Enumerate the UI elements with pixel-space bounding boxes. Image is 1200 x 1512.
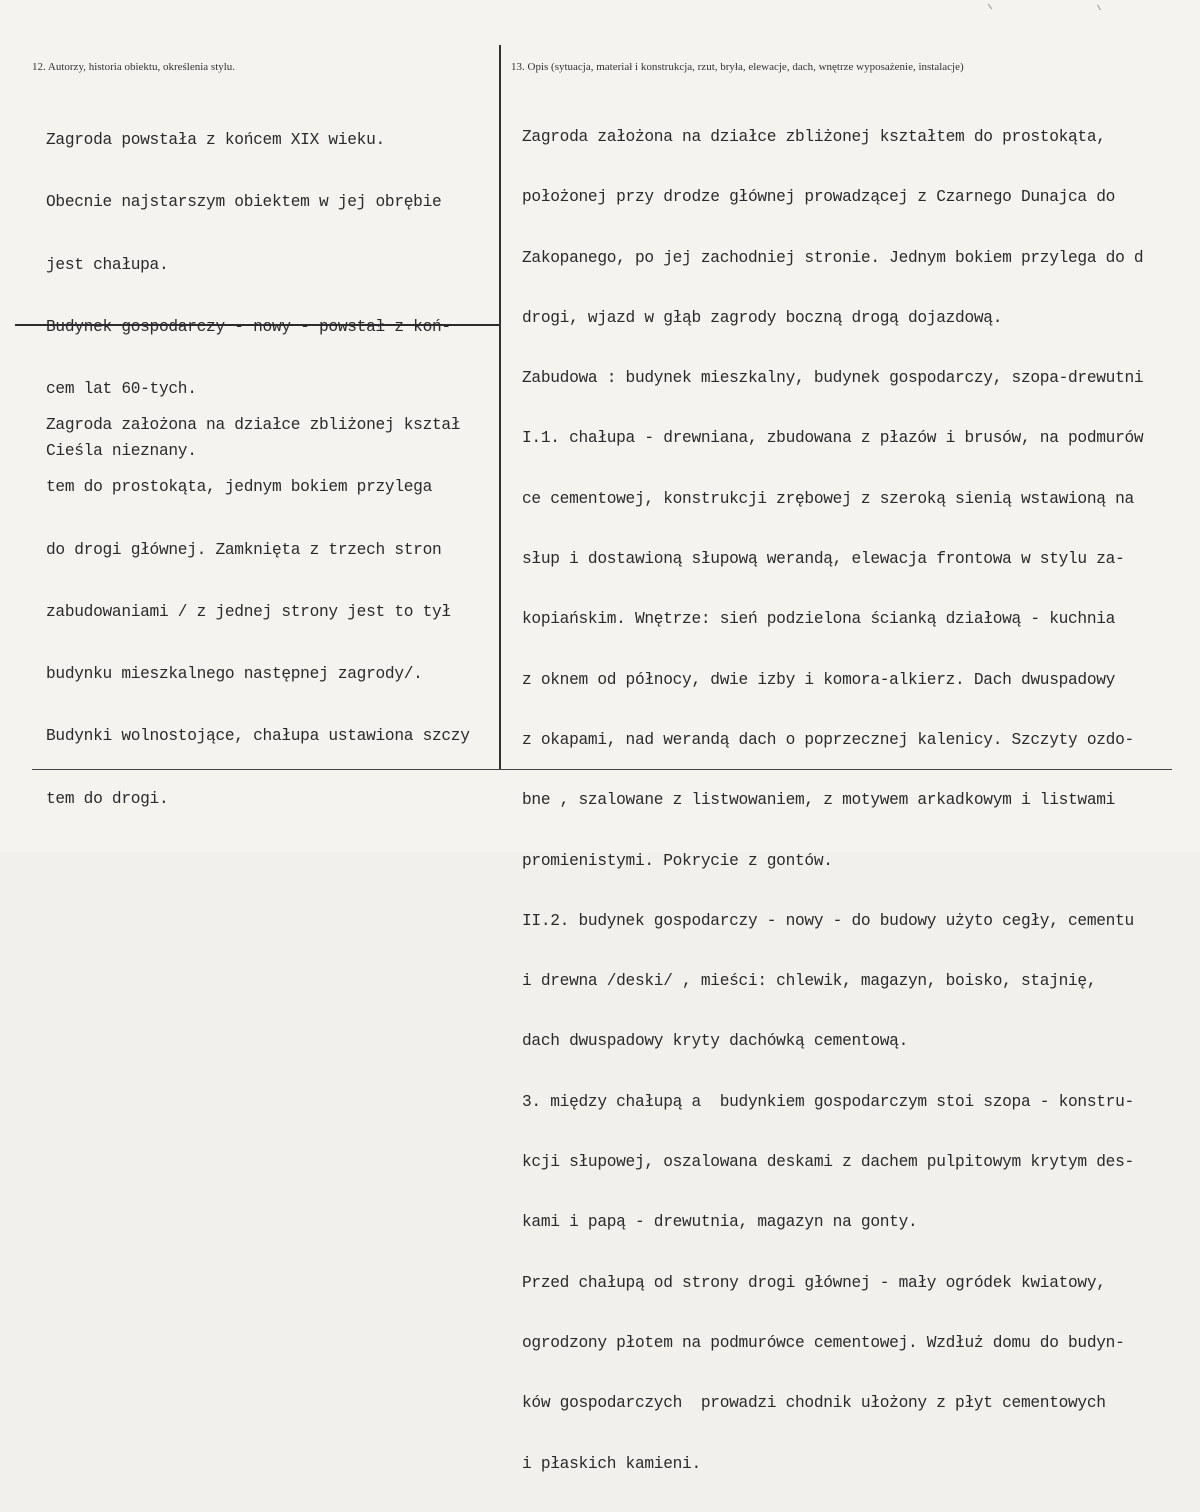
situation-text bbox=[46, 376, 470, 848]
corner-mark bbox=[988, 4, 992, 9]
text-line: Budynek gospodarczy - nowy - powstał z koń- bbox=[46, 317, 451, 336]
text-line: Zakopanego, po jej zachodniej stronie. Jednym bokiem przylega do d bbox=[522, 248, 1144, 267]
text-line: bne , szalowane z listwowaniem, z motywem arkadkowym i listwami bbox=[522, 791, 1116, 810]
text-line: budynku mieszkalnego następnej zagrody/. bbox=[46, 665, 423, 684]
text-line: II.2. budynek gospodarczy - nowy - do budowy użyto cegły, cementu bbox=[522, 911, 1134, 930]
text-line: I.1. chałupa - drewniana, zbudowana z płazów i brusów, na podmurów bbox=[522, 429, 1144, 448]
text-line: położonej przy drodze głównej prowadzącej z Czarnego Dunajca do bbox=[522, 188, 1116, 207]
text-line: tem do drogi. bbox=[46, 789, 169, 808]
text-line: Zabudowa : budynek mieszkalny, budynek gospodarczy, szopa-drewutni bbox=[522, 369, 1144, 388]
corner-mark bbox=[1097, 5, 1101, 11]
text-line: ogrodzony płotem na podmurówce cementowej. Wzdłuż domu do budyn- bbox=[522, 1333, 1125, 1352]
text-line: cem lat 60-tych. bbox=[46, 380, 197, 399]
text-line: drogi, wjazd w głąb zagrody boczną drogą dojazdową. bbox=[522, 308, 1003, 327]
text-line: z okapami, nad werandą dach o poprzecznej kalenicy. Szczyty ozdo- bbox=[522, 730, 1134, 749]
text-line: ków gospodarczych prowadzi chodnik ułożony z płyt cementowych bbox=[522, 1394, 1106, 1413]
text-line: i drewna /deski/ , mieści: chlewik, magazyn, boisko, stajnię, bbox=[522, 972, 1097, 991]
text-line: i płaskich kamieni. bbox=[522, 1454, 701, 1473]
text-line: ce cementowej, konstrukcji zrębowej z szeroką sienią wstawioną na bbox=[522, 489, 1134, 508]
description-text bbox=[522, 89, 1143, 1512]
text-line: 3. między chałupą a budynkiem gospodarczym stoi szopa - konstru- bbox=[522, 1092, 1134, 1111]
text-line: Budynki wolnostojące, chałupa ustawiona szczy bbox=[46, 727, 470, 746]
text-line: kami i papą - drewutnia, magazyn na gonty. bbox=[522, 1213, 918, 1232]
text-line: jest chałupa. bbox=[46, 255, 169, 274]
text-line: zabudowaniami / z jednej strony jest to tył bbox=[46, 602, 451, 621]
text-line: promienistymi. Pokrycie z gontów. bbox=[522, 851, 833, 870]
section-12-header: 12. Autorzy, historia obiektu, określenia stylu. bbox=[32, 61, 236, 73]
text-line: Zagroda powstała z końcem XIX wieku. bbox=[46, 131, 385, 149]
text-line: słup i dostawioną słupową werandą, elewacja frontowa w stylu za- bbox=[522, 550, 1125, 569]
text-line: Obecnie najstarszym obiektem w jej obrębie bbox=[46, 193, 442, 212]
text-line: Przed chałupą od strony drogi głównej - mały ogródek kwiatowy, bbox=[522, 1273, 1106, 1292]
column-divider bbox=[499, 45, 501, 770]
text-line: z oknem od północy, dwie izby i komora-alkierz. Dach dwuspadowy bbox=[522, 670, 1116, 689]
section-13-header: 13. Opis (sytuacja, materiał i konstrukcja, rzut, bryła, elewacje, dach, wnętrze wyposażenie, instalacje) bbox=[511, 61, 964, 73]
text-line: tem do prostokąta, jednym bokiem przylega bbox=[46, 478, 432, 497]
text-line: Cieśla nieznany. bbox=[46, 442, 197, 461]
text-line: kcji słupowej, oszalowana deskami z dachem pulpitowym krytym des- bbox=[522, 1153, 1134, 1172]
text-line: Zagroda założona na działce zbliżonej kształtem do prostokąta, bbox=[522, 128, 1106, 146]
text-line: do drogi głównej. Zamknięta z trzech stron bbox=[46, 540, 442, 559]
text-line: dach dwuspadowy kryty dachówką cementową. bbox=[522, 1032, 908, 1051]
text-line: kopiańskim. Wnętrze: sień podzielona ścianką działową - kuchnia bbox=[522, 610, 1116, 629]
text-line: Zagroda założona na działce zbliżonej kształ bbox=[46, 416, 461, 434]
